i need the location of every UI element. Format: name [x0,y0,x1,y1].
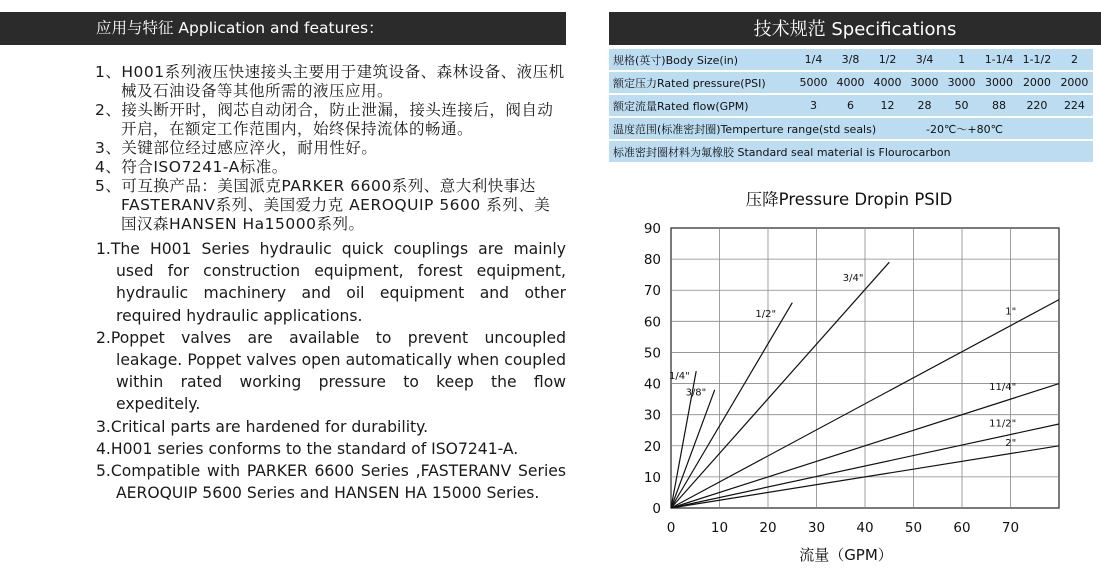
series-line-1 [671,387,715,508]
series-label: 1" [1005,306,1017,318]
spec-value: 2 [1056,49,1093,71]
x-tick-label: 0 [666,520,676,536]
y-tick-label: 30 [643,407,661,424]
spec-value: 3000 [906,71,943,94]
y-tick-label: 70 [643,283,661,300]
spec-label: 标准密封圈材料为氟橡胶 Standard seal material is Flourocarbon [609,140,1093,163]
series-label: 3/8" [685,387,707,399]
spec-value: 1-1/2 [1018,49,1056,71]
y-tick-label: 10 [643,469,661,486]
spec-value: 5000 [795,71,832,94]
spec-value: 4000 [832,71,869,94]
spec-value: 2000 [1018,71,1056,94]
spec-value: -20℃～+80℃ [906,117,1093,140]
features-title: 应用与特征 Application and features： [0,12,566,45]
pressure-drop-chart [609,12,1101,577]
x-tick-label: 40 [856,520,874,536]
en-item-1: 1.The H001 Series hydraulic quick couplings are mainly used for construction equipment, forest equipment, hydraulic machinery and oil equipment and other required hydraulic applications. [96,240,566,325]
en-item-5: 5.Compatible with PARKER 6600 Series ,FASTERANV Series AEROQUIP 5600 Series and HANSEN HA 15000 Series. [96,462,566,503]
spec-value: 6 [832,94,869,117]
spec-value: 50 [943,94,980,117]
spec-label: 额定压力Rated pressure(PSI) [609,71,795,94]
y-tick-label: 40 [643,376,661,393]
y-tick-label: 60 [643,314,661,331]
spec-value: 3 [795,94,832,117]
spec-value: 3000 [980,71,1018,94]
x-axis-label: 流量（GPM） [799,546,893,564]
chart-series [669,262,1059,508]
x-tick-label: 70 [1001,520,1020,536]
features-zh-list [0,63,566,234]
spec-value: 1/2 [869,49,906,71]
series-line-3 [668,262,889,508]
en-item-3: 3.Critical parts are hardened for durability. [96,417,429,436]
spec-value: 224 [1056,94,1093,117]
chart-ticks [644,221,1019,536]
spec-label: 额定流量Rated flow(GPM) [609,94,795,117]
spec-value: 220 [1018,94,1056,117]
spec-value: 1-1/4 [980,49,1018,71]
x-tick-label: 10 [710,520,729,536]
specifications-section [609,12,1101,564]
features-section [0,12,566,504]
en-item-4: 4.H001 series conforms to the standard of ISO7241-A. [96,439,519,458]
x-tick-label: 60 [953,520,971,536]
spec-value: 4000 [869,71,906,94]
zh-item-5: 5、可互换产品：美国派克PARKER 6600系列、意大利快事达 FASTERANV系列、美国爱力克 AEROQUIP 5600 系列、美国汉森HANSEN Ha15000系列。 [95,177,551,233]
spec-value: 2000 [1056,71,1093,94]
y-tick-label: 0 [652,501,661,517]
series-label: 1/4" [668,370,690,382]
features-en-list [0,238,566,504]
specs-title: 技术规范 Specifications [609,12,1101,45]
spec-value: 1 [943,49,980,71]
zh-item-2: 2、接头断开时，阀芯自动闭合，防止泄漏，接头连接后，阀自动开启，在额定工作范围内，始终保持流体的畅通。 [95,101,554,138]
spec-value: 88 [980,94,1018,117]
spec-label: 规格(英寸)Body Size(in) [609,49,795,71]
y-tick-label: 90 [643,221,661,237]
zh-item-4: 4、符合ISO7241-A标准。 [95,158,288,176]
y-tick-label: 80 [643,252,661,269]
spec-value: 28 [906,94,943,117]
series-label: 2" [1005,438,1017,449]
spec-value: 12 [869,94,906,117]
series-label: 11/4" [989,382,1017,393]
spec-value: 3/8 [832,49,869,71]
zh-item-1: 1、H001系列液压快速接头主要用于建筑设备、森林设备、液压机械及石油设备等其他所需的液压应用。 [95,63,565,100]
y-tick-label: 50 [643,345,661,362]
chart-title: 压降Pressure Dropin PSID [745,190,953,209]
y-tick-label: 20 [643,438,661,455]
spec-value: 1/4 [795,49,832,71]
zh-item-3: 3、关键部位经过感应淬火，耐用性好。 [95,139,378,157]
en-item-2: 2.Poppet valves are available to prevent uncoupled leakage. Poppet valves open automatically when coupled within rated working pressure to keep the flow expeditely. [96,328,566,414]
x-tick-label: 50 [904,520,923,536]
x-tick-label: 20 [759,520,777,536]
spec-value: 3/4 [906,49,943,71]
spec-label: 温度范围(标准密封圈)Temperture range(std seals) [609,117,906,140]
x-tick-label: 30 [807,520,826,536]
series-label: 3/4" [842,272,864,284]
series-label: 11/2" [989,418,1017,430]
series-label: 1/2" [755,309,777,321]
spec-value: 3000 [943,71,980,94]
